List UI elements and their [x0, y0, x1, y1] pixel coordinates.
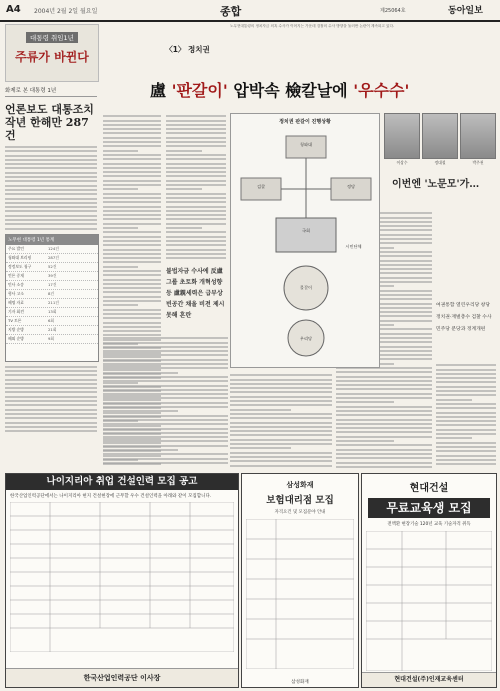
stats-row-label: 지방 순방 [8, 326, 24, 332]
stats-row [6, 254, 98, 263]
stats-row [6, 308, 98, 317]
article-column-3 [103, 335, 228, 468]
stats-row-label: 기자 회견 [8, 308, 24, 314]
portrait-photo [422, 113, 458, 159]
ad-subtitle: 자격요건 및 모집분야 안내 [274, 510, 326, 515]
ad-footer: 삼성화재 [291, 680, 309, 685]
portrait-photo [384, 113, 420, 159]
stats-row [6, 299, 98, 308]
ad-table-grid [246, 519, 354, 669]
stats-row-value: 8건 [48, 290, 55, 296]
stats-row-value: 39건 [48, 272, 57, 278]
ad-samsung-agency[interactable] [241, 473, 359, 688]
node-label: 청와대 [299, 142, 313, 147]
node-label: 우리당 [299, 336, 313, 341]
ad-title: 보험대리점 모집 [266, 495, 334, 506]
series-tag [5, 24, 99, 82]
ad-table-grid [10, 502, 234, 652]
sub-topic: 정치권·재벌총수 검찰 수사 [436, 315, 492, 320]
issue-date: 2004년 2월 2일 월요일 [34, 8, 98, 15]
infographic [230, 113, 380, 368]
columnist-label: 〈1〉 정치권 [165, 45, 210, 54]
series-tag-main: 주류가 바뀐다 [15, 50, 89, 64]
ad-hyundai-training[interactable] [361, 473, 497, 688]
stats-row [6, 281, 98, 290]
page-header [0, 0, 500, 22]
stats-row-value: 6회 [48, 317, 55, 323]
article-column-6 [436, 362, 496, 468]
ad-brand: 삼성화재 [286, 481, 314, 489]
stats-row [6, 290, 98, 299]
ad-brand: 현대건설 [409, 483, 449, 494]
stats-row-value: 52건 [48, 263, 57, 269]
sidebar-headline: 언론보도 대통조치 작년 한해만 287건 [5, 103, 94, 142]
stats-table-title: 노무현 대통령 1년 통계 [6, 235, 98, 245]
series-tag-top: 대통령 취임1년 [26, 32, 78, 43]
side-story-title: 이번엔 '노문모'가… [392, 179, 480, 190]
stats-row-label: 정정보도 청구 [8, 263, 32, 269]
ad-section [5, 473, 495, 686]
stats-row [6, 245, 98, 254]
photo-item [384, 113, 420, 165]
sub-topic-list [436, 300, 496, 358]
ad-table-grid [366, 531, 492, 671]
stats-row-value: 124건 [48, 245, 59, 251]
main-headline [150, 78, 495, 106]
stats-row [6, 272, 98, 281]
stats-row-value: 21회 [48, 326, 57, 332]
intro-text: 노무현대통령의 정치자금 의혹 수사가 이어지는 가운데 검찰의 수사 방향을 둘러싼 논란이 계속되고 있다. [230, 24, 395, 28]
stats-row-value: 9회 [48, 335, 55, 341]
node-label: 시민단체 [345, 244, 362, 249]
headline-part: 압박속 檢칼날에 [227, 81, 354, 100]
ad-footer: 현대건설(주)인재교육센터 [362, 672, 496, 687]
photo-item [460, 113, 496, 165]
ad-subtitle: 전액환 현장기술 120년 교육 기술자격 취득 [387, 522, 471, 527]
headline-quote-2: '우수수' [353, 81, 410, 100]
issue-number: 제25064호 [380, 8, 406, 14]
sidebar [5, 24, 97, 544]
stats-row-value: 13회 [48, 308, 57, 314]
stats-row [6, 263, 98, 272]
stats-row-label: 해명 자료 [8, 299, 24, 305]
masthead: 동아일보 [448, 6, 483, 16]
stats-row-label: 주요 발언 [8, 245, 24, 251]
pull-quote: 불법자금 수사에 反盧그룹 초토화 개혁성향 등 盧親세력은 급부상 빈공간 채울 비전 제시못해 혼란 [166, 268, 225, 319]
sidebar-body-text-2 [5, 366, 97, 432]
ad-nigeria-recruit[interactable] [5, 473, 239, 688]
photo-row [384, 113, 496, 165]
stats-row-label: 청와대 브리핑 [8, 254, 32, 260]
ad-subtitle: 한국산업인력공단에서는 나이지리아 현지 건설현장에 근무할 우수 건설인력을 아래와 같이 모집합니다. [10, 494, 212, 499]
sidebar-section-label: 화제로 본 대통령 1년 [5, 86, 97, 97]
stats-row-value: 17건 [48, 281, 57, 287]
node-label: 국회 [301, 228, 311, 233]
photo-caption: 정대철 [434, 160, 446, 165]
node-label: 물갈이 [299, 285, 313, 290]
node-label: 정당 [346, 184, 356, 189]
photo-caption: 박주천 [472, 160, 484, 165]
stats-row [6, 335, 98, 344]
ad-footer: 한국산업인력공단 이사장 [6, 668, 238, 687]
stats-table [5, 234, 99, 362]
ad-title: 무료교육생 모집 [368, 498, 490, 518]
stats-row-label: TV 토론 [8, 317, 22, 323]
article-column-2 [166, 113, 226, 263]
article-column-4 [230, 372, 332, 468]
stats-row-value: 211건 [48, 299, 59, 305]
stats-row [6, 326, 98, 335]
node-label: 검찰 [256, 184, 266, 189]
section-title: 종합 [220, 5, 242, 18]
stats-row-value: 287건 [48, 254, 59, 260]
photo-item [422, 113, 458, 165]
headline-part: 盧 [150, 81, 172, 100]
stats-row-label: 언론 중재 [8, 272, 24, 278]
sub-topic: 민주당 분당과 정계개편 [436, 327, 486, 332]
stats-row-label: 해외 순방 [8, 335, 24, 341]
sub-topic: 여권통합 열린우리당 창당 [436, 303, 491, 308]
page-number: A4 [6, 4, 21, 15]
ad-title: 나이지리아 취업 건설인력 모집 공고 [6, 474, 238, 490]
headline-quote-1: '판갈이' [171, 81, 228, 100]
stats-row-label: 민사 소송 [8, 281, 24, 287]
stats-row-label: 형사 고소 [8, 290, 24, 296]
infographic-title: 정치권 판갈이 진행상황 [279, 119, 331, 125]
stats-row [6, 317, 98, 326]
portrait-photo [460, 113, 496, 159]
sidebar-body-text [5, 146, 97, 230]
photo-caption: 이상수 [396, 160, 408, 165]
